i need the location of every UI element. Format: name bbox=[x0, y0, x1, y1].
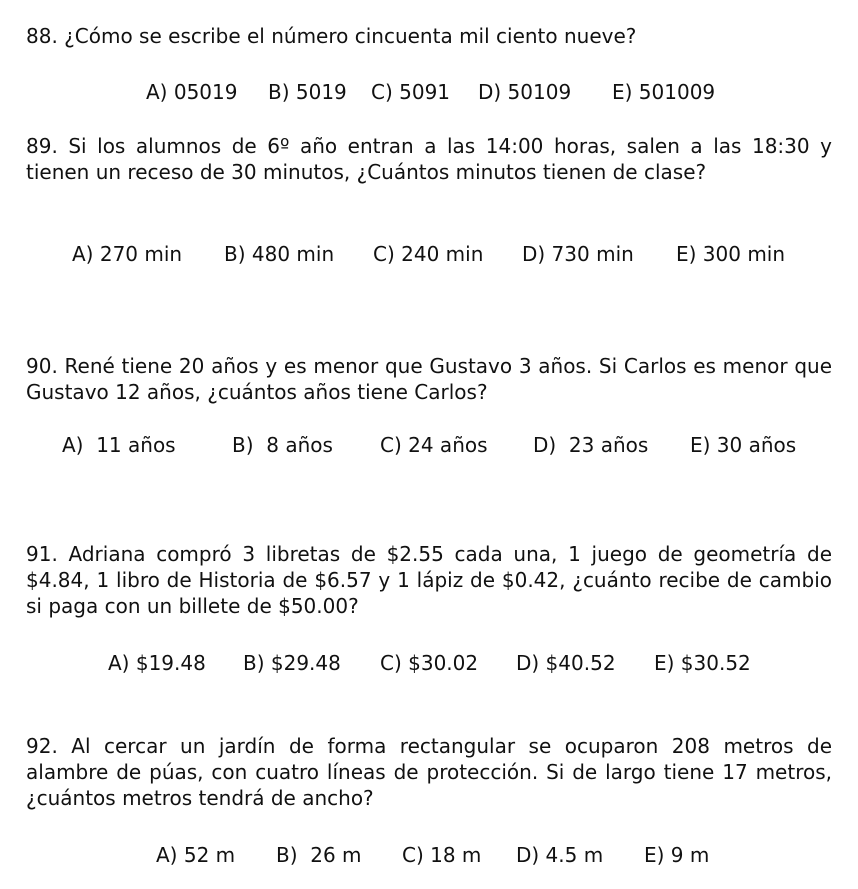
option-a: A) 52 m bbox=[156, 843, 236, 867]
question-92-options bbox=[0, 840, 858, 870]
question-90-options bbox=[0, 430, 858, 460]
option-c: C) 240 min bbox=[373, 242, 484, 266]
option-e: E) 300 min bbox=[676, 242, 786, 266]
option-b: B) 26 m bbox=[276, 843, 362, 867]
question-88-options bbox=[0, 77, 858, 107]
option-c: C) 5091 bbox=[371, 80, 451, 104]
option-a: A) $19.48 bbox=[108, 651, 206, 675]
option-d: D) $40.52 bbox=[516, 651, 616, 675]
question-92-text: 92. Al cercar un jardín de forma rectangular se ocuparon 208 metros de alambre de púas, con cuatro líneas de protección. Si de largo tiene 17 metros, ¿cuántos metros tendrá de ancho? bbox=[26, 734, 832, 810]
option-c: C) 24 años bbox=[380, 433, 488, 457]
option-e: E) $30.52 bbox=[654, 651, 751, 675]
option-a: A) 11 años bbox=[62, 433, 176, 457]
option-b: B) 5019 bbox=[268, 80, 347, 104]
question-88-text: 88. ¿Cómo se escribe el número cincuenta mil ciento nueve? bbox=[26, 24, 637, 48]
option-e: E) 501009 bbox=[612, 80, 716, 104]
question-89-text: 89. Si los alumnos de 6º año entran a las 14:00 horas, salen a las 18:30 y tienen un receso de 30 minutos, ¿Cuántos minutos tienen de clase? bbox=[26, 134, 832, 184]
option-b: B) 8 años bbox=[232, 433, 333, 457]
option-b: B) 480 min bbox=[224, 242, 335, 266]
option-e: E) 30 años bbox=[690, 433, 797, 457]
option-c: C) 18 m bbox=[402, 843, 482, 867]
option-c: C) $30.02 bbox=[380, 651, 479, 675]
option-d: D) 50109 bbox=[478, 80, 572, 104]
option-d: D) 730 min bbox=[522, 242, 634, 266]
question-91-text: 91. Adriana compró 3 libretas de $2.55 cada una, 1 juego de geometría de $4.84, 1 libro de Historia de $6.57 y 1 lápiz de $0.42, ¿cuánto recibe de cambio si paga con un billete de $50.00? bbox=[26, 542, 832, 618]
option-d: D) 4.5 m bbox=[516, 843, 604, 867]
option-d: D) 23 años bbox=[533, 433, 649, 457]
option-b: B) $29.48 bbox=[243, 651, 341, 675]
question-90-text: 90. René tiene 20 años y es menor que Gustavo 3 años. Si Carlos es menor que Gustavo 12 años, ¿cuántos años tiene Carlos? bbox=[26, 354, 832, 404]
option-e: E) 9 m bbox=[644, 843, 710, 867]
option-a: A) 270 min bbox=[72, 242, 183, 266]
question-91-options bbox=[0, 648, 858, 678]
question-89-options bbox=[0, 239, 858, 269]
option-a: A) 05019 bbox=[146, 80, 238, 104]
